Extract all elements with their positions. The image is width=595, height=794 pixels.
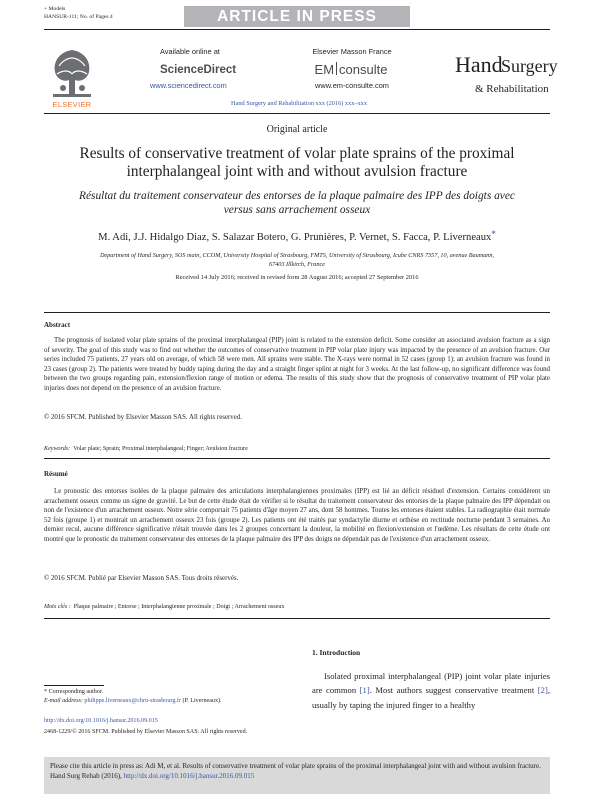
keywords-label: Keywords: — [44, 446, 71, 452]
introduction-heading: 1. Introduction — [312, 648, 361, 657]
article-title-line1: Results of conservative treatment of volar plate sprains of the proximal — [79, 145, 515, 162]
intro-text-part2: . Most authors suggest conservative treatment — [369, 685, 538, 696]
email-label: E-mail address: — [44, 698, 85, 705]
citation-text: Please cite this article in press as: Adi M, et al. Results of conservative treatment of volar plate sprains of the proximal interphalangeal joint with and without avulsion fracture. Hand Surg Rehab (2016), — [50, 762, 541, 780]
author-list — [44, 229, 550, 243]
citation-doi-link[interactable]: http://dx.doi.org/10.1016/j.hansur.2016.09.015 — [123, 772, 255, 780]
journal-citation-line[interactable]: Hand Surgery and Rehabilitation xxx (2016) xxx–xxx — [231, 100, 367, 107]
sciencedirect-link[interactable]: www.sciencedirect.com — [150, 81, 227, 90]
mots-cles-list: Plaque palmaire ; Entorse ; Interphalangienne proximale ; Doigt ; Arrachement osseux — [73, 604, 285, 610]
em-consulte-logo-right: consulte — [339, 62, 388, 77]
email-link[interactable]: philippe.liverneaux@chru-strasbourg.fr — [84, 698, 181, 705]
corresponding-author-note: * Corresponding author. — [44, 689, 104, 695]
journal-logo — [455, 52, 559, 98]
reference-link-1[interactable]: [1] — [359, 685, 370, 696]
resume-keywords — [44, 604, 550, 610]
title-rule — [44, 312, 550, 313]
journal-logo-hand: Hand — [455, 52, 503, 77]
resume-rule — [44, 618, 550, 619]
article-title — [44, 145, 550, 181]
masthead-rule — [44, 113, 550, 114]
abstract-rule — [44, 458, 550, 459]
footnote — [44, 688, 314, 707]
mots-cles-label: Mots clés : — [44, 604, 71, 610]
elsevier-wordmark: ELSEVIER — [52, 100, 92, 109]
resume-heading: Résumé — [44, 470, 68, 478]
email-line — [44, 697, 314, 706]
footnote-rule — [44, 685, 104, 686]
journal-logo-rehab: & Rehabilitation — [475, 83, 549, 95]
intro-text-part3: , usually by taping the injured finger to a healthy — [312, 685, 550, 710]
introduction-text — [312, 669, 550, 712]
corresponding-author-mark[interactable]: * — [491, 229, 496, 239]
article-type: Original article — [266, 124, 328, 135]
affiliation-line2: 67403 Illkirch, France — [269, 261, 325, 268]
author-names: M. Adi, J.J. Hidalgo Diaz, S. Salazar Botero, G. Prunières, P. Vernet, S. Facca, P. Liverneaux — [98, 232, 492, 243]
article-title-line2: interphalangeal joint with and without avulsion fracture — [126, 163, 468, 180]
issn-line: 2468-1229/© 2016 SFCM. Published by Elsevier Masson SAS. All rights reserved. — [44, 729, 248, 735]
email-suffix: (P. Liverneaux). — [180, 698, 222, 705]
elsevier-tree-logo — [45, 44, 99, 100]
abstract-text: The prognosis of isolated volar plate sprains of the proximal interphalangeal (PIP) joint is related to the extension deficit. Some consider an associated avulsion fracture as a sign of severity. The goal of this study was to find out whether the outcomes of conservative treatment in PIP volar plate injury was impacted by the presence of an avulsion fracture. Our series included 75 patients, 27 years old on average, of which 58 were men. All sprains were stable. The X-rays were normal in 52 cases (group 1); an avulsion fracture was found in 23 cases (group 2). The patients were treated by buddy taping during the day and a straight finger splint at night for 3 weeks. At the last follow-up, no significant difference was found between the two groups regarding pain, extension/flexion range of motion or edema. The results of this study show that the prognosis of conservative treatment of PIP volar plate injuries does not depend on the presence of an avulsion fracture. — [44, 337, 550, 392]
resume-copyright: © 2016 SFCM. Publié par Elsevier Masson SAS. Tous droits réservés. — [44, 575, 239, 582]
em-consulte-logo-left: EM — [314, 62, 335, 77]
abstract-copyright: © 2016 SFCM. Published by Elsevier Masson SAS. All rights reserved. — [44, 414, 242, 421]
received-dates: Received 14 July 2016; received in revised form 28 August 2016; accepted 27 September 2016 — [175, 274, 419, 281]
journal-logo-surgery: Surgery — [501, 56, 558, 76]
article-in-press-banner: ARTICLE IN PRESS — [184, 6, 410, 27]
intro-text-part1: Isolated proximal interphalangeal (PIP) joint volar plate injuries are common — [312, 671, 550, 696]
keywords-list: Volar plate; Sprain; Proximal interphalangeal; Finger; Avulsion fracture — [73, 446, 248, 452]
french-title — [44, 189, 550, 217]
em-consulte-link[interactable]: www.em-consulte.com — [315, 81, 389, 90]
running-header — [44, 6, 113, 21]
model-label: + Models — [44, 6, 66, 12]
em-consulte-logo — [303, 61, 399, 79]
french-title-line1: Résultat du traitement conservateur des entorses de la plaque palmaire des IPP des doigts avec — [79, 190, 515, 202]
affiliation-line1: Department of Hand Surgery, SOS main, CCOM, University Hospital of Strasbourg, FMTS, University of Strasbourg, Icube CNRS 7357, 10, avenue Baumann, — [99, 252, 495, 259]
available-online-label: Available online at — [160, 47, 220, 56]
citation-box — [44, 757, 550, 794]
reference-link-2[interactable]: [2] — [537, 685, 548, 696]
article-ref: HANSUR-111; No. of Pages 4 — [44, 13, 113, 20]
doi-link[interactable]: http://dx.doi.org/10.1016/j.hansur.2016.09.015 — [44, 718, 158, 724]
affiliation — [44, 251, 550, 269]
abstract-heading: Abstract — [44, 321, 71, 329]
sciencedirect-logo: ScienceDirect — [160, 64, 237, 76]
abstract-keywords — [44, 446, 550, 452]
french-title-line2: versus sans arrachement osseux — [223, 204, 371, 216]
resume-text: Le pronostic des entorses isolées de la plaque palmaire des articulations interphalangiennes proximales (IPP) est lié au déficit résiduel d'extension. Certains considèrent un arrachement osseux comme un signe de gravité. Le but de cette étude était de vérifier si le résultat du traitement conservateur des entorses de la plaque palmaire des IPP dépendait ou non de l'existence d'un arrachement osseux. Notre série comportait 75 patients d'âge moyen 27 ans, dont 58 hommes. Toutes les entorses étaient stables. La radiographie était normale 52 fois (groupe 1) et montrait un arrachement osseux 23 fois (groupe 2). Les patients ont été traités par syndactylie diurne et orthèse en rectitude nocturne pendant 3 semaines. Au dernier recul, aucune différence significative n'était trouvée dans les 2 groupes concernant la douleur, la mobilité en flexion/extension et l'œdème. Les résultats de cette étude ont montré que le pronostic du traitement conservateur des entorses de la plaque palmaire des IPP des doigts ne dépendait pas de l'existence d'un arrachement osseux. — [44, 488, 550, 543]
header-rule — [44, 29, 550, 30]
publisher-name: Elsevier Masson France — [312, 47, 392, 56]
